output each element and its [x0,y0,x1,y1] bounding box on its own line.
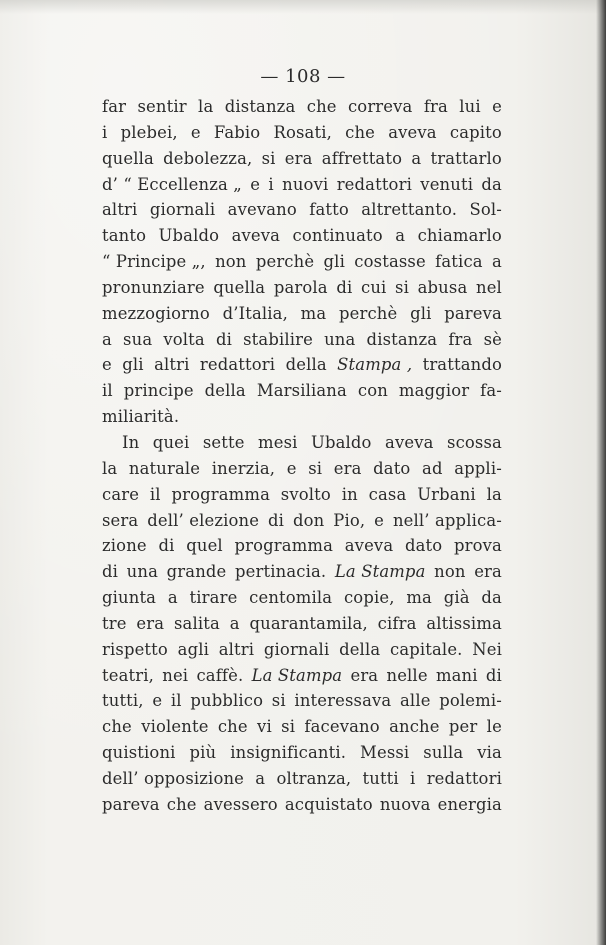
word: principe [123,381,194,401]
word: mezzogiorno [102,303,210,323]
word: a [102,329,112,349]
text-line [102,456,502,482]
word: dell’ elezione [147,510,260,530]
text-line [102,223,502,249]
word: miliarità. [102,407,180,427]
word: svolto [280,484,331,504]
word: redattori [199,355,276,375]
word: a [395,226,406,246]
word: avessero [203,794,278,814]
word: trattarlo [430,148,502,168]
word: il [149,484,161,504]
word: e [190,122,201,142]
word: sette [202,432,245,452]
word: a [167,588,178,608]
text-line [102,146,502,172]
word: aveva [231,226,281,246]
word: tirare [189,588,238,608]
word: con [357,381,388,401]
word: redattori [426,768,502,788]
word: fatto [309,200,349,220]
text-line [102,585,502,611]
word: distanza [224,97,296,116]
word: facevano [304,717,380,737]
word: pubblico [190,691,264,711]
word: e [102,355,112,375]
word: giunta [102,588,157,608]
word: grande [166,562,227,582]
word: zione [102,536,147,556]
text-line [102,663,502,689]
word: agli [177,639,210,659]
word: si [261,148,276,168]
text-line [102,275,502,301]
word: e [492,97,502,116]
text-line [102,792,502,818]
word: violente [141,717,209,737]
text-line [102,404,502,430]
word: vi [257,717,272,737]
word: già [443,588,470,608]
text-line [102,301,502,327]
text-line [102,430,502,456]
word: quistioni [102,743,176,763]
word: fatica [435,252,483,272]
word: Stampa , [337,355,413,375]
word: altri [154,355,190,375]
word: pertinacia. [235,562,327,582]
word: costasse [354,252,426,272]
word: della [204,381,246,401]
text-line [102,94,502,120]
word: energia [437,794,502,814]
text-line [102,327,502,353]
word: le [486,717,502,737]
word: debolezza, [163,148,253,168]
word: che [217,717,248,737]
word: di [268,510,285,530]
word: sera [102,510,139,530]
word: a [492,252,502,272]
word: redattori [336,174,412,194]
word: tre [102,613,127,633]
word: casa [368,484,407,504]
word: capitale. [389,639,463,659]
page-binding-edge [596,0,606,945]
word: teatri, [102,665,154,685]
word: lui [459,97,481,116]
word: care [102,484,140,504]
word: salita [174,613,220,633]
word: Urbani [417,484,476,504]
word: trattando [422,355,502,375]
word: In [122,432,140,452]
word: ma [300,303,327,323]
word: di [336,277,353,297]
word: di [102,562,119,582]
word: altri [218,639,255,659]
word: si [395,277,409,297]
word: giornali [149,200,216,220]
word: plebei, [120,122,178,142]
page-top-shadow [0,0,606,14]
word: copie, [343,588,395,608]
word: pronunziare [102,277,205,297]
word: che [345,122,376,142]
word: una [126,562,159,582]
word: e [250,174,261,194]
word: mani [435,665,478,685]
word: la [198,97,214,116]
word: era [136,613,165,633]
text-line [102,508,502,534]
word: Rosati, [273,122,332,142]
word: che [102,717,132,737]
word: per [448,717,478,737]
word: appli- [454,458,502,478]
word: “ Principe „, [102,252,206,272]
word: una [324,329,356,349]
word: quella [102,148,154,168]
word: sulla [423,743,464,763]
word: mesi [258,432,298,452]
text-line [102,197,502,223]
word: era [284,148,313,168]
word: Ubaldo [158,226,220,246]
word: nelle [386,665,428,685]
word: prova [453,536,502,556]
word: di [485,665,502,685]
word: che [166,794,197,814]
word: venuti [420,174,474,194]
word: pareva [444,303,502,323]
page-number: — 108 — [260,66,346,87]
word: quei [152,432,190,452]
word: quella [213,277,266,297]
word: che [306,97,337,116]
word: avevano [227,200,297,220]
word: naturale [128,458,201,478]
word: sentir [137,97,187,116]
word: caffè. [196,665,244,685]
text-line [102,688,502,714]
word: cui [360,277,387,297]
word: anche [389,717,440,737]
word: distanza [366,329,438,349]
word: interessava [294,691,392,711]
word: di [215,329,232,349]
word: era [333,458,362,478]
word: era [350,665,379,685]
text-line [102,740,502,766]
text-line [102,120,502,146]
word: Sol- [469,200,502,220]
text-line [102,559,502,585]
word: e [374,510,385,530]
word: pareva [102,794,160,814]
word: si [281,717,296,737]
word: ad [422,458,443,478]
word: volta [163,329,205,349]
word: aveva [388,122,437,142]
word: aveva [344,536,394,556]
word: si [271,691,286,711]
word: il [170,691,182,711]
word: nell’ applica- [392,510,502,530]
body-text [102,94,502,818]
word: più [189,743,217,763]
word: centomila [249,588,333,608]
word: tutti, [102,691,144,711]
word: via [477,743,502,763]
word: giornali [263,639,330,659]
word: polemi- [439,691,502,711]
word: fra [448,329,473,349]
word: altri [102,200,138,220]
word: tutti [362,768,399,788]
word: gli [410,303,432,323]
word: e [286,458,297,478]
word: e [152,691,163,711]
word: perchè [339,303,398,323]
word: dato [373,458,411,478]
word: gli [122,355,144,375]
word: non [434,562,466,582]
word: oltranza, [276,768,352,788]
word: inerzia, [211,458,276,478]
word: abusa [417,277,468,297]
word: non [215,252,247,272]
text-line [102,611,502,637]
word: i [102,122,108,142]
word: nel [475,277,502,297]
word: La Stampa [334,562,426,582]
text-line [102,482,502,508]
word: fa- [480,381,502,401]
word: Marsiliana [256,381,347,401]
word: rispetto [102,639,168,659]
word: gli [323,252,345,272]
word: tanto [102,226,147,246]
word: affrettato [321,148,403,168]
word: di [158,536,175,556]
word: La Stampa [251,665,343,685]
word: dato [404,536,443,556]
word: aveva [385,432,434,452]
word: Pio, [333,510,366,530]
text-line [102,533,502,559]
word: a [255,768,266,788]
word: nuovi [282,174,329,194]
word: della [339,639,381,659]
word: Fabio [213,122,261,142]
text-line [102,172,502,198]
word: era [474,562,502,582]
text-line [102,378,502,404]
word: sua [123,329,153,349]
word: quarantamila, [249,613,368,633]
word: Messi [360,743,410,763]
word: ma [406,588,432,608]
word: i [410,768,416,788]
word: insignificanti. [230,743,347,763]
word: cifra [377,613,417,633]
word: correva [347,97,413,116]
word: don [292,510,325,530]
word: fra [423,97,448,116]
word: nuova [379,794,431,814]
word: altrettanto. [361,200,458,220]
word: far [102,97,127,116]
word: dell’ opposizione [102,768,245,788]
word: maggior [398,381,470,401]
word: a [411,148,422,168]
word: a [229,613,240,633]
text-line [102,714,502,740]
word: parola [273,277,328,297]
word: continuato [292,226,383,246]
word: capito [449,122,502,142]
word: quel [186,536,223,556]
word: chiamarlo [417,226,502,246]
word: d’ “ Eccellenza „ [102,174,242,194]
word: programma [171,484,270,504]
word: da [481,174,502,194]
word: il [102,381,113,401]
word: si [308,458,323,478]
word: in [341,484,358,504]
text-line [102,352,502,378]
word: programma [234,536,334,556]
text-line [102,637,502,663]
word: della [285,355,327,375]
word: Ubaldo [311,432,372,452]
word: perchè [255,252,315,272]
word: d’Italia, [222,303,288,323]
word: scossa [447,432,502,452]
word: i [268,174,274,194]
word: la [102,458,118,478]
word: altissima [426,613,502,633]
text-line [102,766,502,792]
word: Nei [472,639,502,659]
word: sè [483,329,502,349]
word: alle [400,691,431,711]
word: stabilire [243,329,313,349]
text-line [102,249,502,275]
word: da [481,588,502,608]
word: acquistato [284,794,373,814]
word: la [486,484,502,504]
word: nei [162,665,189,685]
